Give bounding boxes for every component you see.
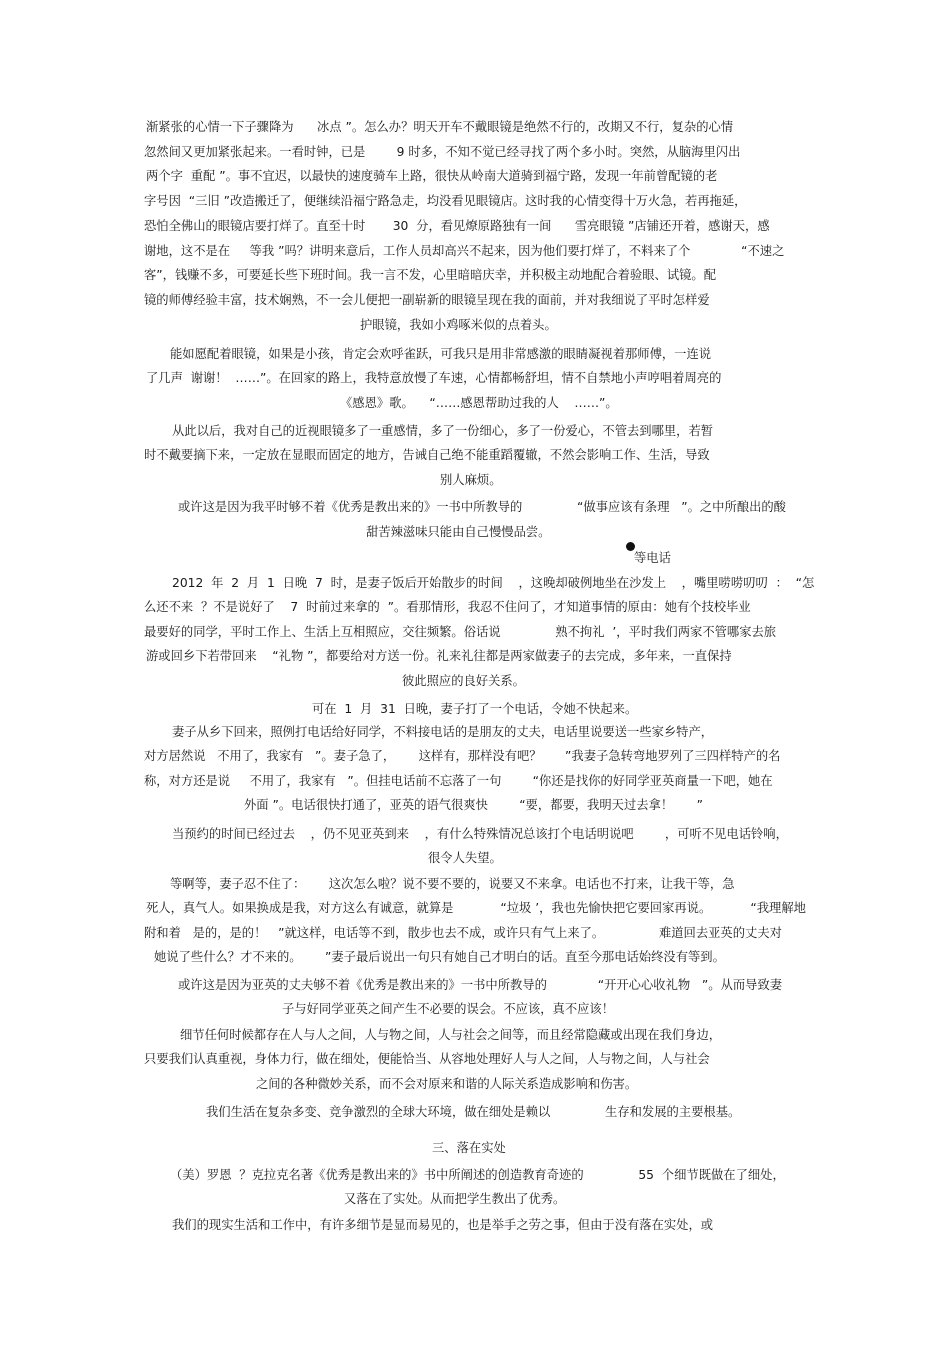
text-line: 渐紧张的心情一下子骤降为 冰点 ”。怎么办？明天开车不戴眼镜是绝然不行的，改期又不行，复杂的心情 [146,120,734,134]
text-line: 又落在了实处。从而把学生教出了优秀。 [344,1192,566,1206]
text-line: 外面 ”。电话很快打通了，亚英的语气很爽快 “要，都要，我明天过去拿！ ” [244,798,703,812]
text-line: 对方居然说 不用了，我家有 ”。妻子急了， 这样有，那样没有吧？ ”我妻子急转弯地罗列了三四样特产的名 [144,749,781,763]
text-line: 么还不来 ？不是说好了 7 时前过来拿的 ”。看那情形，我忍不住问了，才知道事情的原由：她有个技校毕业 [144,600,751,614]
text-line: 之间的各种微妙关系，而不会对原来和谐的人际关系造成影响和伤害。 [256,1077,638,1091]
text-line: 别人麻烦。 [440,473,502,487]
text-line: 三、落在实处 [432,1141,506,1155]
text-line: 她说了些什么？才不来的。 ”妻子最后说出一句只有她自己才明白的话。直至今那电话始终没有等到。 [154,950,725,964]
text-line: 或许这是因为亚英的丈夫够不着《优秀是教出来的》一书中所教导的 “开开心心收礼物 ”。从而导致妻 [178,978,783,992]
text-line: 我们的现实生活和工作中，有许多细节是显而易见的，也是举手之劳之事，但由于没有落在实处，或 [172,1218,714,1232]
text-line: 2012 年 2 月 1 日晚 7 时，是妻子饭后开始散步的时间 ，这晚却破例地坐在沙发上 ，嘴里唠唠叨叨 ： “怎 [172,576,815,590]
text-line: 字号因 “三旧 ”改造搬迁了，便继续沿福宁路急走，均没看见眼镜店。这时我的心情变得十万火急，若再拖延， [144,194,747,208]
text-line: （美）罗恩 ？克拉克名著《优秀是教出来的》书中所阐述的创造教育奇迹的 55 个细节既做在了细处， [170,1168,785,1182]
text-line: 恐怕全佛山的眼镜店要打烊了。直至十时 30 分，看见燎原路独有一间 雪亮眼镜 ”店铺还开着，感谢天，感 [144,219,770,233]
text-line: 镜的师傅经验丰富，技术娴熟，不一会儿便把一副崭新的眼镜呈现在我的面前，并对我细说了平时怎样爱 [144,293,710,307]
text-line: 客”，钱赚不多，可要延长些下班时间。我一言不发，心里暗暗庆幸，并积极主动地配合着验眼、试镜。配 [144,268,717,282]
text-line: 或许这是因为我平时够不着《优秀是教出来的》一书中所教导的 “做事应该有条理 ”。之中所酿出的酸 [178,500,786,514]
text-line: 附和着 是的，是的！ ”就这样，电话等不到，散步也去不成，或许只有气上来了。 难道回去亚英的丈夫对 [144,926,782,940]
text-line: 游或回乡下若带回来 “礼物 ”，都要给对方送一份。礼来礼往都是两家做妻子的去完成，多年来，一直保持 [146,649,732,663]
text-line: 只要我们认真重视，身体力行，做在细处，便能恰当、从容地处理好人与人之间，人与物之间，人与社会 [144,1052,710,1066]
text-line: 细节任何时候都存在人与人之间，人与物之间，人与社会之间等，而且经常隐藏或出现在我们身边， [180,1028,722,1042]
text-line: 当预约的时间已经过去 ，仍不见亚英到来 ，有什么特殊情况总该打个电话明说吧 ，可听不见电话铃响， [172,827,788,841]
text-line: 我们生活在复杂多变、竞争激烈的全球大环境，做在细处是赖以 生存和发展的主要根基。 [206,1105,741,1119]
text-line: 能如愿配着眼镜，如果是小孩，肯定会欢呼雀跃，可我只是用非常感激的眼睛凝视着那师傅，一连说 [170,347,712,361]
text-line: 等电话 [634,551,671,565]
text-line: 从此以后，我对自己的近视眼镜多了一重感情，多了一份细心，多了一份爱心，不管去到哪里，若暂 [172,424,714,438]
text-line: 忽然间又更加紧张起来。一看时钟，已是 9 时多，不知不觉已经寻找了两个多小时。突然，从脑海里闪出 [144,145,741,159]
text-line: 甜苦辣滋味只能由自己慢慢品尝。 [366,525,551,539]
text-line: 《感恩》歌。 “……感恩帮助过我的人 ……”。 [340,396,618,410]
text-line: 护眼镜，我如小鸡啄米似的点着头。 [360,318,557,332]
text-line: 两个字 重配 ”。事不宜迟，以最快的速度骑车上路，很快从岭南大道骑到福宁路，发现一年前曾配镜的老 [146,169,718,183]
text-line: 子与好同学亚英之间产生不必要的误会。不应该，真不应该！ [282,1002,615,1016]
text-line: 称，对方还是说 不用了，我家有 ”。但挂电话前不忘落了一句 “你还是找你的好同学亚英商量一下吧，她在 [144,774,773,788]
text-line: 时不戴要摘下来，一定放在显眼而固定的地方，告诫自己绝不能重蹈覆辙，不然会影响工作、生活，导致 [144,448,710,462]
text-line: 彼此照应的良好关系。 [402,674,525,688]
text-line: 等啊等，妻子忍不住了： 这次怎么啦？说不要不要的，说要又不来拿。电话也不打来，让我干等，急 [170,877,735,891]
text-line: 了几声 谢谢！ ……”。在回家的路上，我特意放慢了车速，心情都畅舒坦，情不自禁地小声哼唱着周亮的 [146,371,722,385]
text-line: 妻子从乡下回来，照例打电话给好同学，不料接电话的是朋友的丈夫，电话里说要送一些家乡特产， [172,725,714,739]
text-line: 死人，真气人。如果换成是我，对方这么有诚意，就算是 “垃圾 ’，我也先愉快把它要回家再说。 “我理解地 [146,901,806,915]
text-line: 谢地，这不是在 等我 ”吗？讲明来意后，工作人员却高兴不起来，因为他们要打烊了，不料来了个 “不速之 [144,244,785,258]
text-line: 可在 1 月 31 日晚，妻子打了一个电话，令她不快起来。 [312,702,638,716]
text-line: 最要好的同学，平时工作上、生活上互相照应，交往频繁。俗话说 熟不拘礼 ’，平时我们两家不管哪家去旅 [144,625,777,639]
text-line: 很令人失望。 [428,851,502,865]
